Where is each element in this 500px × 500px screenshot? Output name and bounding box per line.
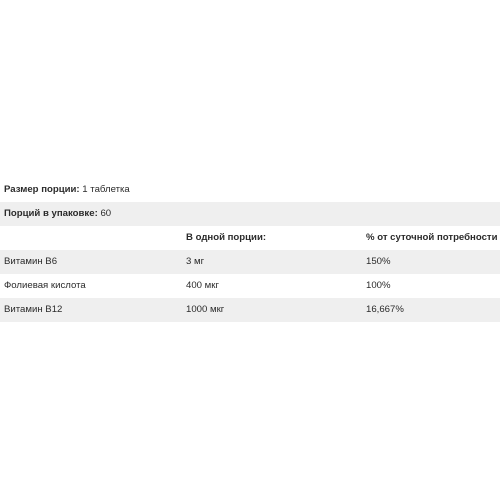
servings-per-container-row — [0, 202, 500, 226]
nutrient-daily-value: 150% — [366, 256, 391, 267]
servings-per-container-value: 60 — [100, 208, 112, 219]
table-row — [0, 298, 500, 322]
servings-per-container-label: Порций в упаковке: — [4, 208, 98, 219]
supplement-facts-table — [0, 178, 500, 322]
nutrient-amount: 1000 мкг — [186, 304, 225, 315]
nutrient-name: Витамин B12 — [4, 304, 63, 315]
nutrient-daily-value: 16,667% — [366, 304, 404, 315]
nutrient-daily-value: 100% — [366, 280, 391, 291]
nutrient-amount: 3 мг — [186, 256, 205, 267]
nutrient-name: Фолиевая кислота — [4, 280, 86, 291]
nutrient-name: Витамин B6 — [4, 256, 58, 267]
serving-size — [4, 178, 130, 202]
serving-size-row — [0, 178, 500, 202]
table-row — [0, 250, 500, 274]
header-daily-value: % от суточной потребности — [366, 232, 498, 243]
serving-size-label: Размер порции: — [4, 184, 80, 195]
header-amount-per-serving: В одной порции: — [186, 232, 267, 243]
nutrient-amount: 400 мкг — [186, 280, 219, 291]
table-row — [0, 274, 500, 298]
table-header-row — [0, 226, 500, 250]
servings-per-container — [4, 202, 111, 226]
serving-size-value: 1 таблетка — [82, 184, 130, 195]
